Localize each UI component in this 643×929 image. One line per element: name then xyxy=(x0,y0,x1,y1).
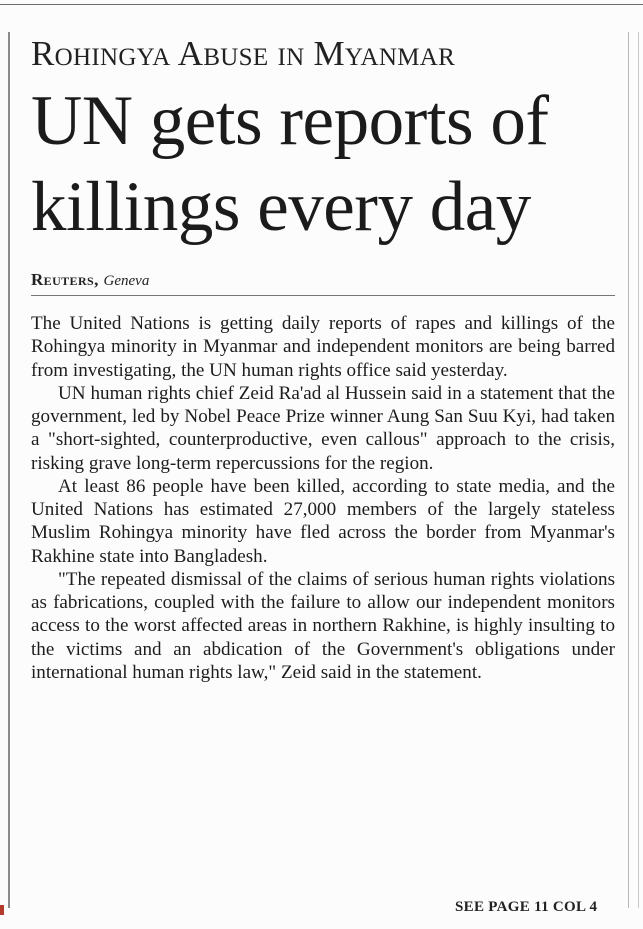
article-byline xyxy=(31,270,149,291)
article-headline: UN gets reports of killings every day xyxy=(31,82,549,246)
right-edge-rule xyxy=(638,32,639,908)
corner-color-mark xyxy=(0,905,4,915)
byline-location: Geneva xyxy=(103,273,150,289)
article-kicker: Rohingya Abuse in Myanmar xyxy=(31,34,456,73)
article-body xyxy=(31,312,615,684)
article-paragraph-4: "The repeated dismissal of the claims of serious human rights violations as fabrications, coupled with the failure to allow our independent monitors access to the worst affected areas in northern Rakhine, is highly insulting to the victims and an abdication of the Government's obligations under international human rights law," Zeid said in the statement. xyxy=(31,568,615,683)
left-column-rule xyxy=(8,32,10,908)
article-paragraph-1: The United Nations is getting daily reports of rapes and killings of the Rohingya minority in Myanmar and independent monitors are being barred from investigating, the UN human rights office said yesterday. xyxy=(31,313,615,381)
continued-jump-line: SEE PAGE 11 COL 4 xyxy=(455,899,598,915)
article-paragraph-2: UN human rights chief Zeid Ra'ad al Hussein said in a statement that the government, led by Nobel Peace Prize winner Aung San Suu Kyi, had taken a "short-sighted, counterproductive, even callous" approach to the crisis, risking grave long-term repercussions for the region. xyxy=(31,382,615,474)
byline-rule xyxy=(31,295,615,296)
byline-agency: Reuters, xyxy=(31,270,99,289)
article-paragraph-3: At least 86 people have been killed, according to state media, and the United Nations has estimated 27,000 members of the largely stateless Muslim Rohingya minority have fled across the border from Myanmar's Rakhine state into Bangladesh. xyxy=(31,475,615,567)
top-border-rule xyxy=(0,4,643,5)
